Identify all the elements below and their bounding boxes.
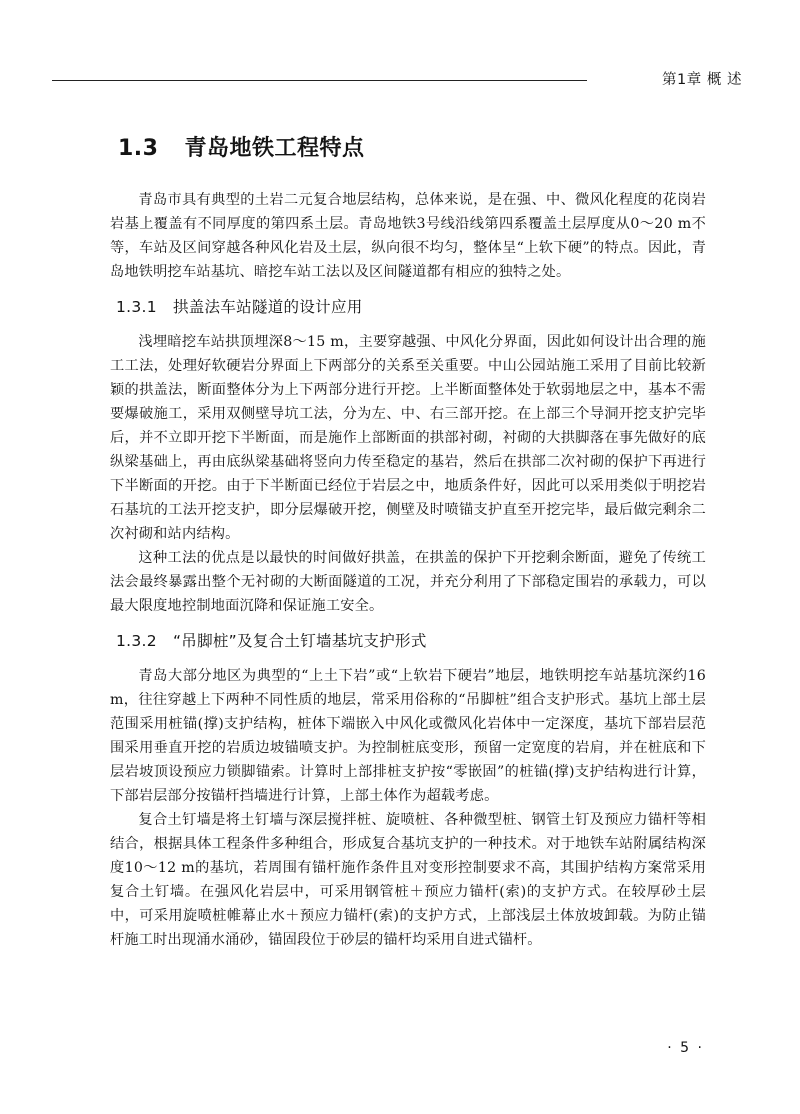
header-rule — [52, 80, 587, 81]
paragraph: 青岛大部分地区为典型的“上土下岩”或“上软岩下硬岩”地层，地铁明挖车站基坑深约16 m，往往穿越上下两种不同性质的地层，常采用俗称的“吊脚桩”组合支护形式。基坑上部土层范围采用桩锚(撑)支护结构，桩体下端嵌入中风化或微风化岩体中一定深度，基坑下部岩层范围采用垂直开挖的岩质边坡锚喷支护。为控制桩底变形，预留一定宽度的岩肩，并在桩底和下层岩坡顶设预应力锁脚锚索。计算时上部排桩支护按“零嵌固”的桩锚(撑)支护结构进行计算，下部岩层部分按锚杆挡墙进行计算，上部土体作为超载考虑。 — [110, 668, 706, 804]
subsection-title-text: 拱盖法车站隧道的设计应用 — [172, 298, 363, 316]
subsection-number: 1.3.1 — [116, 298, 157, 316]
chapter-header: 第1章 概 述 — [662, 72, 742, 88]
paragraph: 这种工法的优点是以最快的时间做好拱盖，在拱盖的保护下开挖剩余断面，避免了传统工法会最终暴露出整个无衬砌的大断面隧道的工况，并充分利用了下部稳定围岩的承载力，可以最大限度地控制地面沉降和保证施工安全。 — [110, 550, 706, 614]
paragraph: 浅埋暗挖车站拱顶埋深8～15 m，主要穿越强、中风化分界面，因此如何设计出合理的施工工法，处理好软硬岩分界面上下两部分的关系至关重要。中山公园站施工采用了目前比较新颖的拱盖法，断面整体分为上下两部分进行开挖。上半断面整体处于软弱地层之中，基本不需要爆破施工，采用双侧壁导坑工法，分为左、中、右三部开挖。在上部三个导洞开挖支护完毕后，并不立即开挖下半断面，而是施作上部断面的拱部衬砌，衬砌的大拱脚落在事先做好的底纵梁基础上，再由底纵梁基础将竖向力传至稳定的基岩，然后在拱部二次衬砌的保护下再进行下半断面的开挖。由于下半断面已经位于岩层之中，地质条件好，因此可以采用类似于明挖岩石基坑的工法开挖支护，即分层爆破开挖，侧壁及时喷锚支护直至开挖完毕，最后做完剩余二次衬砌和站内结构。 — [110, 334, 706, 542]
page-content — [110, 132, 706, 952]
subsection-title-text: “吊脚桩”及复合土钉墙基坑支护形式 — [172, 632, 427, 650]
section-intro-paragraph: 青岛市具有典型的土岩二元复合地层结构，总体来说，是在强、中、微风化程度的花岗岩岩基上覆盖有不同厚度的第四系土层。青岛地铁3号线沿线第四系覆盖土层厚度从0～20 m不等，车站及区间穿越各种风化岩及土层，纵向很不均匀，整体呈“上软下硬”的特点。因此，青岛地铁明挖车站基坑、暗挖车站工法以及区间隧道都有相应的独特之处。 — [110, 192, 706, 280]
section-title — [118, 132, 706, 166]
section-title-text: 青岛地铁工程特点 — [184, 136, 365, 161]
subsection-number: 1.3.2 — [116, 632, 157, 650]
paragraph: 复合土钉墙是将土钉墙与深层搅拌桩、旋喷桩、各种微型桩、钢管土钉及预应力锚杆等相结合，根据具体工程条件多种组合，形成复合基坑支护的一种技术。对于地铁车站附属结构深度10～12 m的基坑，若周围有锚杆施作条件且对变形控制要求不高，其围护结构方案常采用复合土钉墙。在强风化岩层中，可采用钢管桩＋预应力锚杆(索)的支护方式。在较厚砂土层中，可采用旋喷桩帷幕止水＋预应力锚杆(索)的支护方式，上部浅层土体放坡卸载。为防止锚杆施工时出现涌水涌砂，锚固段位于砂层的锚杆均采用自进式锚杆。 — [110, 812, 706, 948]
page-number: · 5 · — [667, 1040, 704, 1056]
running-header — [52, 62, 742, 86]
section-number: 1.3 — [118, 136, 159, 161]
subsection-title — [116, 626, 706, 656]
subsection-title — [116, 292, 706, 322]
